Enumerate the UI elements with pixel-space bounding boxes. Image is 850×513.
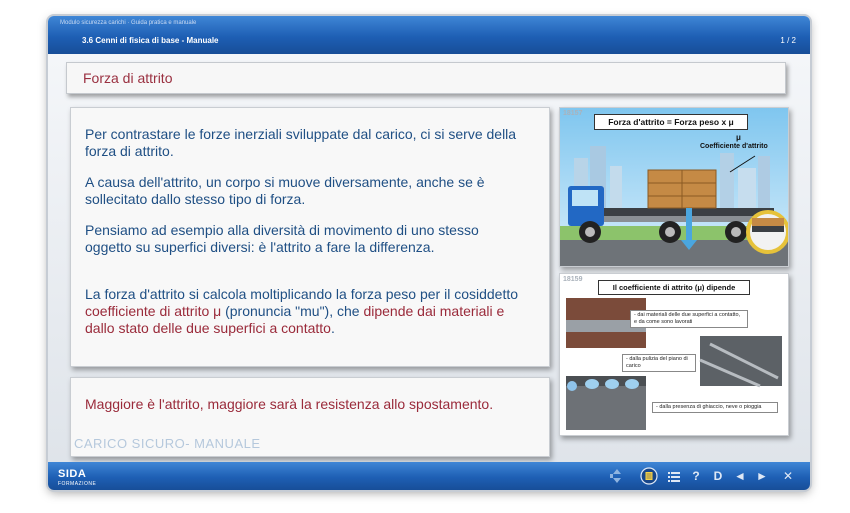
p4-highlight-materials: dipende dai materiali e dallo stato delle due superfici a contatto: [85, 303, 505, 336]
volume-icon: [608, 467, 626, 485]
hail-cloud-icon: [585, 379, 599, 389]
truck-scene-graphic: [560, 108, 788, 266]
truck-illustration[interactable]: [559, 107, 789, 267]
highlight-text: Maggiore è l'attrito, maggiore sarà la resistenza allo spostamento.: [85, 396, 494, 412]
close-button[interactable]: ✕: [782, 469, 794, 483]
sida-logo: [58, 464, 96, 487]
watermark: CARICO SICURO- MANUALE: [74, 436, 261, 451]
breadcrumb: Modulo sicurezza carichi · Guida pratica e manuale: [60, 20, 197, 26]
p4-text-end: .: [330, 320, 335, 336]
image-number-2: 18159: [563, 276, 583, 283]
image-number-1: 18157: [563, 110, 583, 117]
caption-weather: - dalla presenza di ghiaccio, neve o pioggia: [652, 402, 778, 413]
index-button[interactable]: [666, 467, 682, 485]
d-button[interactable]: D: [713, 469, 723, 483]
p4-text-middle: (pronuncia "mu"), che: [221, 303, 364, 319]
paragraph-3: Pensiamo ad esempio alla diversità di movimento di uno stesso oggetto su superfici diversi: è l'attrito a fare la differenza.: [85, 222, 479, 255]
page-indicator: 1 / 2: [780, 36, 796, 45]
page-title: Forza di attrito: [83, 70, 173, 86]
snow-cloud-icon: [625, 379, 639, 389]
title-panel: [66, 62, 786, 94]
notes-button[interactable]: [638, 467, 660, 485]
p4-highlight-coefficient: coefficiente di attrito μ: [85, 303, 222, 319]
friction-factors-illustration[interactable]: [559, 273, 789, 436]
caption-materials: - dai materiali delle due superfici a contatto, e da come sono lavorati: [630, 310, 748, 328]
coefficient-label: Coefficiente d'attrito: [700, 143, 768, 150]
app-window: [48, 16, 810, 490]
caption-cleanliness: - dalla pulizia del piano di carico: [622, 354, 696, 372]
volume-control[interactable]: [608, 467, 626, 485]
paragraph-1: Per contrastare le forze inerziali sviluppate dal carico, ci si serve della forza di attrito.: [85, 126, 517, 159]
logo-subtitle: FORMAZIONE: [58, 481, 97, 487]
p4-text-start: La forza d'attrito si calcola moltiplicando la forza peso per il cosiddetto: [85, 286, 519, 302]
snowflake-icon: [567, 381, 577, 391]
help-button[interactable]: ?: [692, 469, 700, 483]
rain-cloud-icon: [605, 379, 619, 389]
logo-brand: SIDA: [58, 468, 87, 480]
notes-icon: [638, 467, 660, 485]
section-title: 3.6 Cenni di fisica di base - Manuale: [82, 36, 219, 45]
list-icon: [666, 467, 682, 485]
paragraph-2: A causa dell'attrito, un corpo si muove diversamente, anche se è sollecitato dallo stesso tipo di forza.: [85, 174, 485, 207]
header-bar: [48, 16, 810, 54]
prev-button[interactable]: ◄: [734, 469, 746, 483]
friction-formula-label: Forza d'attrito = Forza peso x μ: [594, 114, 748, 130]
content-area: [48, 54, 810, 462]
paragraph-4: [85, 286, 535, 337]
text-panel: [70, 107, 550, 367]
mu-label: μ: [736, 133, 741, 142]
friction-depends-title: Il coefficiente di attrito (μ) dipende: [598, 280, 750, 295]
footer-bar: [48, 462, 810, 490]
next-button[interactable]: ►: [756, 469, 768, 483]
